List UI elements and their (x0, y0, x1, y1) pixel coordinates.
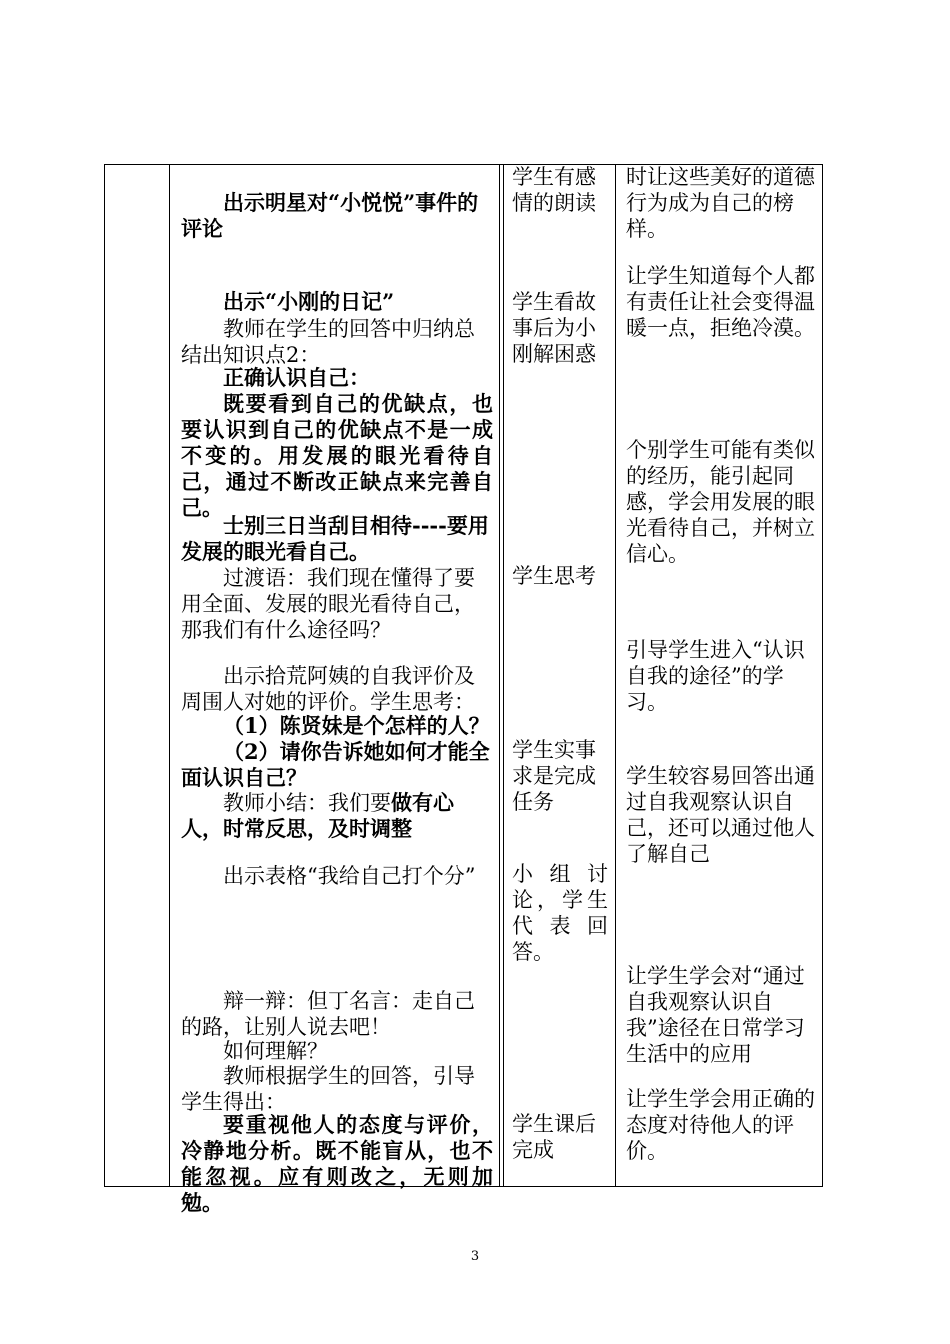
table-divider (169, 165, 170, 1186)
teacher-activity-text: 辩一辩：但丁名言：走自己的路，让别人说去吧！ (181, 989, 475, 1039)
teacher-activity-column (181, 165, 493, 1215)
teacher-activity-text: 过渡语：我们现在懂得了要用全面、发展的眼光看待自己，那我们有什么途径吗？ (181, 566, 475, 642)
teacher-activity-text: 出示表格“我给自己打个分” (223, 864, 476, 888)
table-divider (499, 165, 504, 1186)
design-intent-text: 让学生学会用正确的态度对待他人的评价。 (626, 1087, 815, 1163)
design-intent-text: 让学生学会对“通过自我观察认识自我”途径在日常学习生活中的应用 (626, 964, 805, 1066)
table-divider (615, 165, 616, 1186)
teacher-activity-text: 出示“小刚的日记” (223, 289, 395, 314)
teacher-activity-text: 出示明星对“小悦悦”事件的评论 (181, 190, 479, 241)
student-activity-text: 学生课后完成 (512, 1112, 596, 1162)
lesson-plan-table (104, 164, 823, 1215)
page-number: 3 (470, 1249, 480, 1264)
teacher-activity-text: 出示拾荒阿姨的自我评价及周围人对她的评价。学生思考： (181, 664, 475, 714)
teacher-activity-text: 正确认识自己： (223, 365, 370, 390)
teacher-activity-text: 既要看到自己的优缺点，也要认识到自己的优缺点不是一成不变的。用发展的眼光看待自己，通过不断改正缺点来完善自己。 (181, 391, 493, 520)
student-activity-text: 学生实事求是完成任务 (512, 738, 596, 814)
teacher-activity-text: （2）请你告诉她如何才能全面认识自己？ (181, 739, 490, 790)
teacher-activity-text: 要重视他人的态度与评价，冷静地分析。既不能盲从，也不能忽视。应有则改之，无则加勉。 (181, 1112, 493, 1215)
teacher-activity-text: 教师根据学生的回答，引导学生得出： (181, 1064, 475, 1114)
design-intent-text: 引导学生进入“认识自我的途径”的学习。 (626, 638, 805, 714)
student-activity-text: 学生有感情的朗读 (512, 165, 596, 215)
design-intent-column (626, 165, 816, 1186)
student-activity-text: 学生思考 (512, 564, 596, 588)
teacher-activity-text: （1）陈贤妹是个怎样的人？ (223, 713, 490, 738)
design-intent-text: 学生较容易回答出通过自我观察认识自己，还可以通过他人了解自己 (626, 764, 815, 866)
stage-column (105, 165, 169, 1186)
teacher-activity-text: 士别三日当刮目相待----要用发展的眼光看自己。 (181, 513, 489, 564)
teacher-activity-text: 教师小结：我们要做有心人，时常反思，及时调整 (181, 790, 454, 841)
design-intent-text: 个别学生可能有类似的经历，能引起同感，学会用发展的眼光看待自己，并树立信心。 (626, 438, 815, 566)
teacher-activity-text: 教师在学生的回答中归纳总结出知识点2： (181, 317, 475, 367)
student-activity-text: 学生看故事后为小刚解困惑 (512, 290, 596, 366)
student-activity-column (512, 165, 608, 1186)
design-intent-text: 时让这些美好的道德行为成为自己的榜样。 (626, 165, 815, 241)
design-intent-text: 让学生知道每个人都有责任让社会变得温暖一点，拒绝冷漠。 (626, 264, 815, 340)
teacher-activity-text: 如何理解？ (223, 1039, 328, 1063)
student-activity-text: 小组讨论，学生代表回答。 (512, 862, 608, 964)
